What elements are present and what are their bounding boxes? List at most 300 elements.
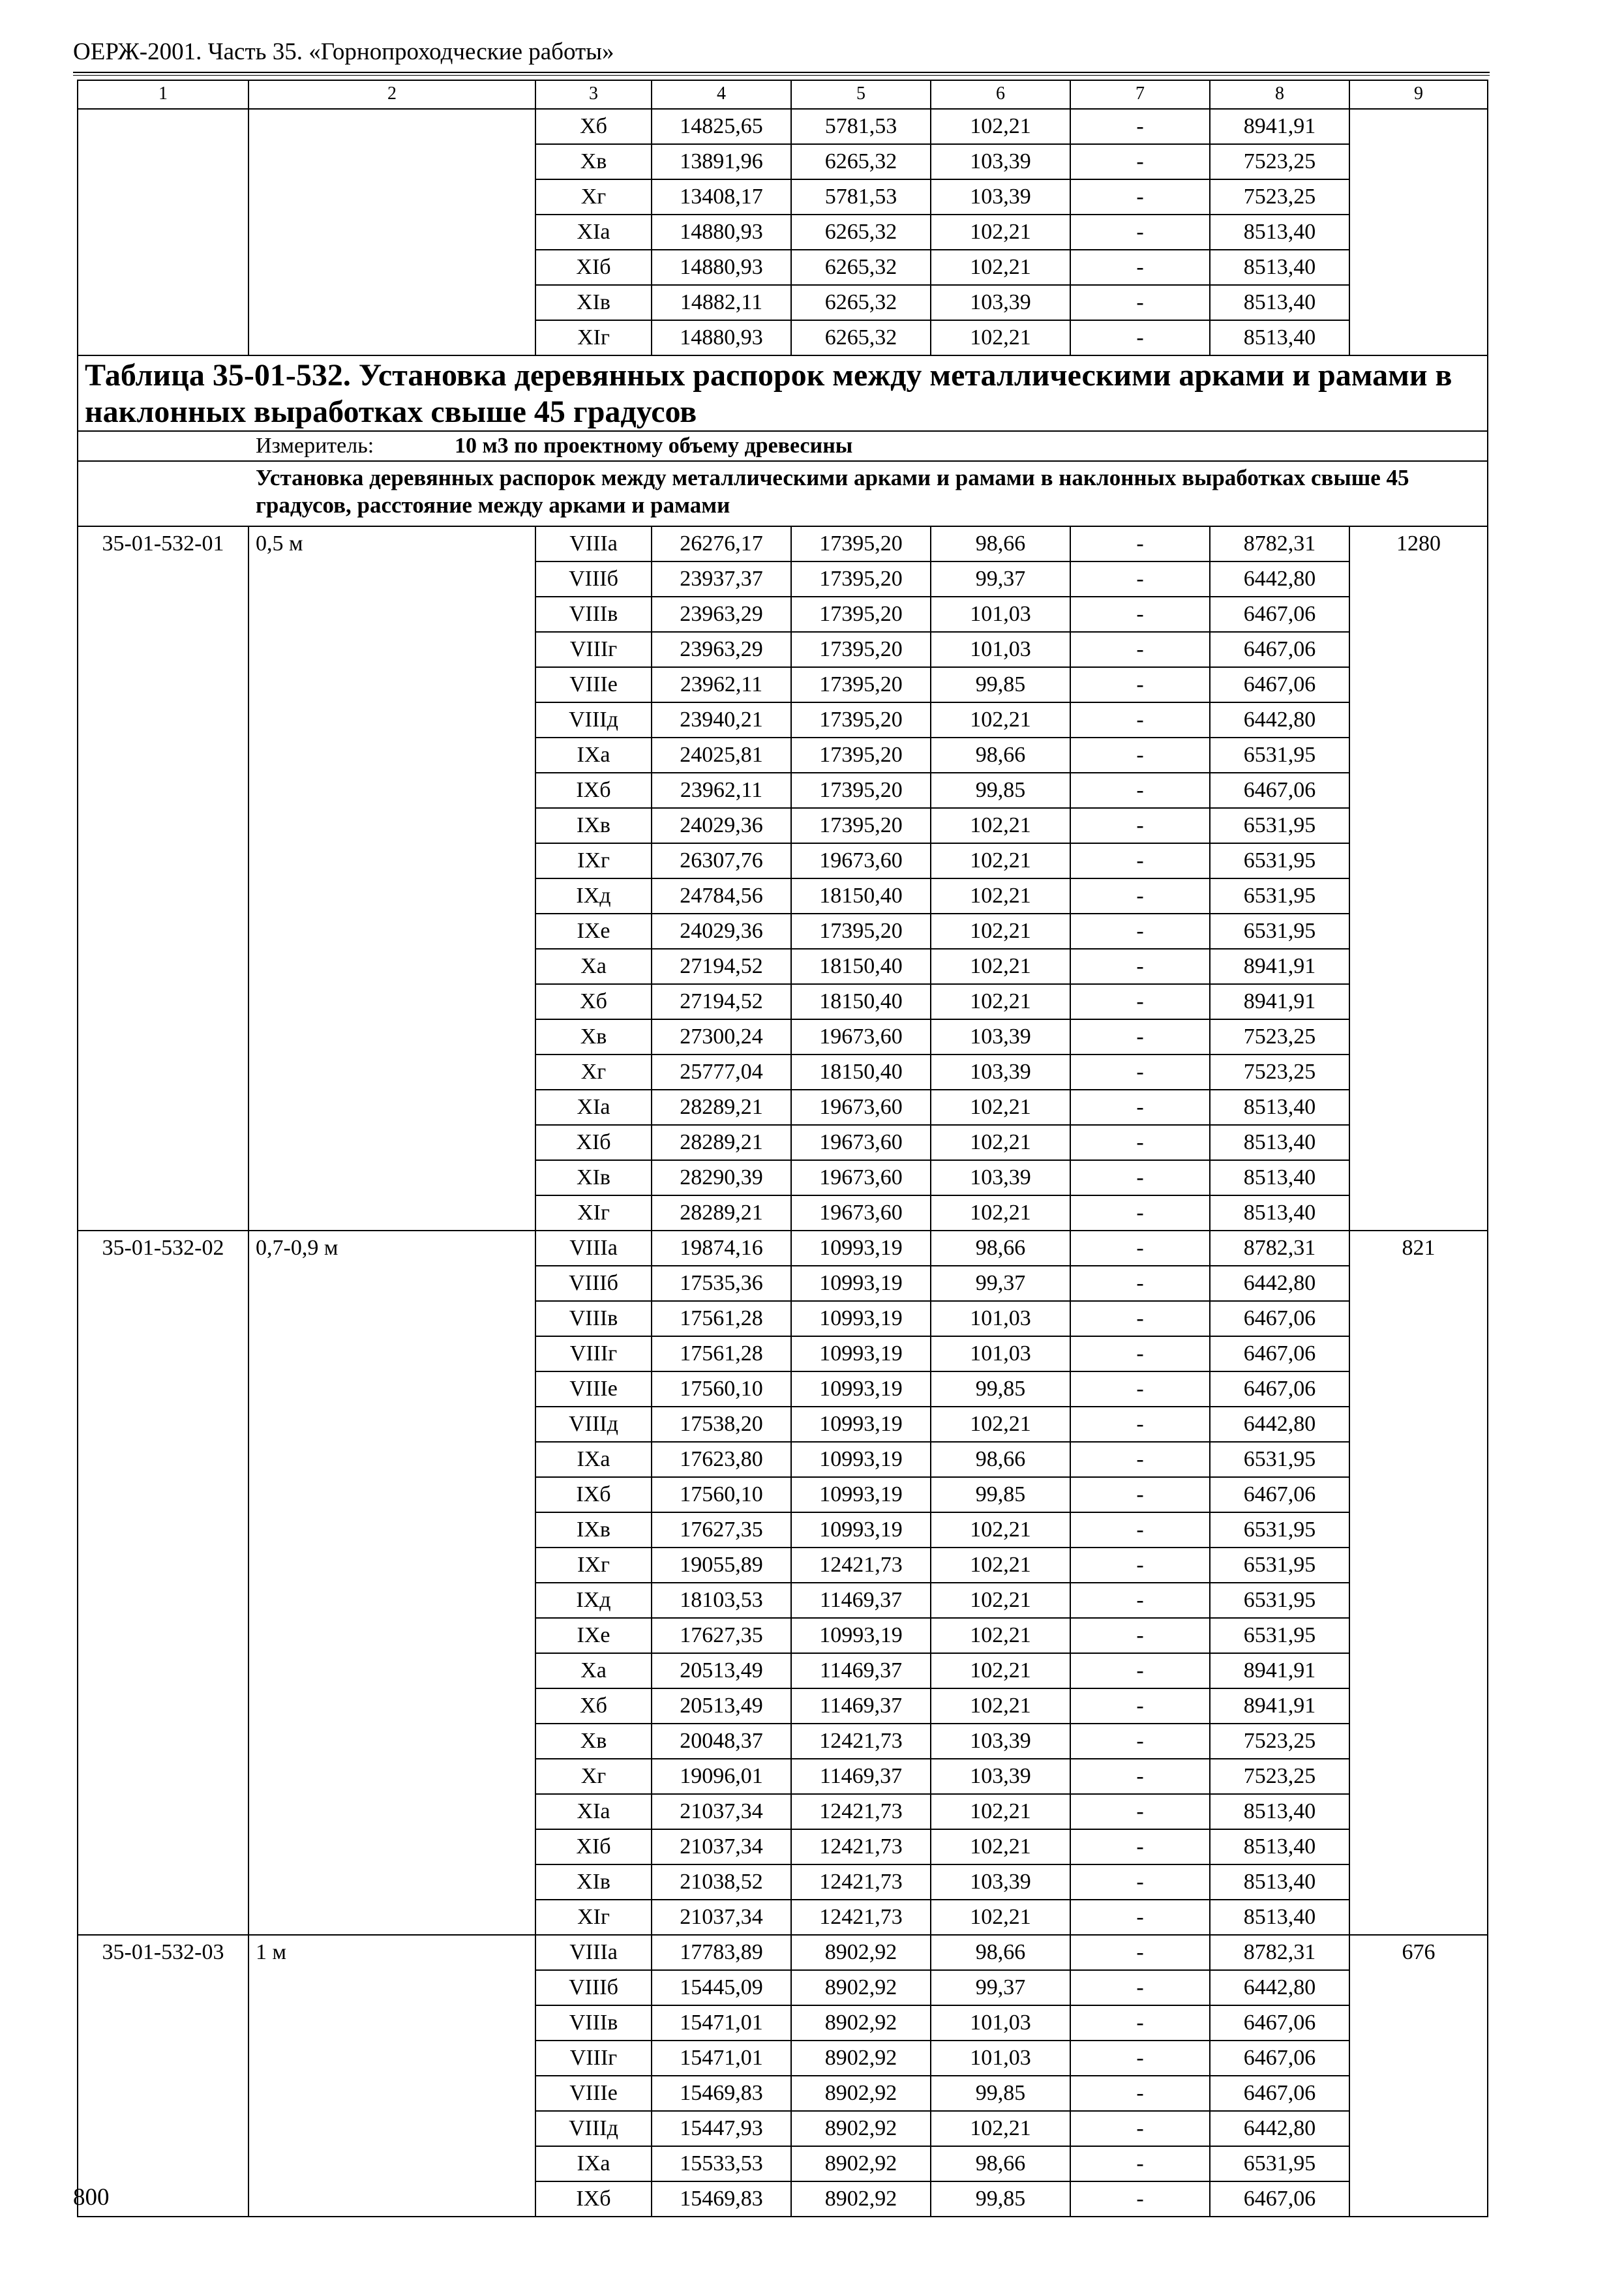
category-cell: IXб	[535, 773, 652, 808]
driver-wages-cell: -	[1070, 1970, 1210, 2005]
category-cell: Xа	[535, 949, 652, 984]
wages-cell: 17395,20	[791, 597, 931, 632]
driver-wages-cell: -	[1070, 773, 1210, 808]
wages-cell: 17395,20	[791, 914, 931, 949]
driver-wages-cell: -	[1070, 1371, 1210, 1407]
direct-cost-cell: 26307,76	[652, 843, 791, 878]
machine-cost-cell: 99,85	[931, 773, 1070, 808]
machine-cost-cell: 103,39	[931, 1864, 1070, 1900]
driver-wages-cell: -	[1070, 526, 1210, 561]
wages-cell: 12421,73	[791, 1829, 931, 1864]
materials-cost-cell: 6442,80	[1210, 1970, 1349, 2005]
table-row	[78, 526, 1488, 561]
code-cell	[78, 109, 248, 355]
wages-cell: 17395,20	[791, 561, 931, 597]
materials-cost-cell: 8941,91	[1210, 984, 1349, 1019]
direct-cost-cell: 14880,93	[652, 320, 791, 355]
wages-cell: 5781,53	[791, 179, 931, 215]
wages-cell: 10993,19	[791, 1231, 931, 1266]
category-cell: XIг	[535, 1195, 652, 1231]
machine-cost-cell: 102,21	[931, 1407, 1070, 1442]
direct-cost-cell: 19055,89	[652, 1548, 791, 1583]
direct-cost-cell: 23962,11	[652, 667, 791, 702]
table-row	[78, 1935, 1488, 1970]
machine-cost-cell: 102,21	[931, 215, 1070, 250]
norm-cell: 821	[1349, 1231, 1488, 1935]
materials-cost-cell: 8513,40	[1210, 1864, 1349, 1900]
column-number: 3	[535, 80, 652, 109]
page-number: 800	[73, 2184, 110, 2211]
machine-cost-cell: 102,21	[931, 1618, 1070, 1653]
machine-cost-cell: 101,03	[931, 1336, 1070, 1371]
materials-cost-cell: 8513,40	[1210, 1125, 1349, 1160]
measure-cell	[78, 431, 1488, 461]
category-cell: Xв	[535, 144, 652, 179]
materials-cost-cell: 6531,95	[1210, 1583, 1349, 1618]
category-cell: Xг	[535, 1055, 652, 1090]
direct-cost-cell: 17627,35	[652, 1512, 791, 1548]
driver-wages-cell: -	[1070, 1583, 1210, 1618]
materials-cost-cell: 8513,40	[1210, 1195, 1349, 1231]
category-cell: XIб	[535, 1829, 652, 1864]
machine-cost-cell: 99,37	[931, 1970, 1070, 2005]
wages-cell: 12421,73	[791, 1794, 931, 1829]
materials-cost-cell: 6442,80	[1210, 561, 1349, 597]
machine-cost-cell: 98,66	[931, 1935, 1070, 1970]
direct-cost-cell: 23937,37	[652, 561, 791, 597]
norm-cell	[1349, 109, 1488, 355]
machine-cost-cell: 102,21	[931, 320, 1070, 355]
direct-cost-cell: 26276,17	[652, 526, 791, 561]
category-cell: XIб	[535, 250, 652, 285]
wages-cell: 10993,19	[791, 1512, 931, 1548]
wages-cell: 8902,92	[791, 1970, 931, 2005]
wages-cell: 11469,37	[791, 1583, 931, 1618]
direct-cost-cell: 28289,21	[652, 1195, 791, 1231]
column-number: 8	[1210, 80, 1349, 109]
group-title: Установка деревянных распорок между металлическими арками и рамами в наклонных выработках свыше 45 градусов, расстояние между арками и рамами	[78, 461, 1488, 526]
category-cell: VIIIд	[535, 702, 652, 738]
machine-cost-cell: 102,21	[931, 1090, 1070, 1125]
driver-wages-cell: -	[1070, 1618, 1210, 1653]
direct-cost-cell: 28289,21	[652, 1125, 791, 1160]
direct-cost-cell: 20513,49	[652, 1653, 791, 1688]
category-cell: XIв	[535, 1864, 652, 1900]
driver-wages-cell: -	[1070, 1829, 1210, 1864]
direct-cost-cell: 23963,29	[652, 597, 791, 632]
wages-cell: 8902,92	[791, 2146, 931, 2181]
direct-cost-cell: 14825,65	[652, 109, 791, 144]
category-cell: VIIIа	[535, 1231, 652, 1266]
column-number: 5	[791, 80, 931, 109]
category-cell: IXе	[535, 914, 652, 949]
wages-cell: 10993,19	[791, 1407, 931, 1442]
materials-cost-cell: 7523,25	[1210, 144, 1349, 179]
wages-cell: 8902,92	[791, 2181, 931, 2217]
rate-name: 0,5 м	[248, 526, 535, 1231]
direct-cost-cell: 24029,36	[652, 808, 791, 843]
norm-cell: 676	[1349, 1935, 1488, 2217]
wages-cell: 17395,20	[791, 773, 931, 808]
machine-cost-cell: 102,21	[931, 250, 1070, 285]
direct-cost-cell: 23962,11	[652, 773, 791, 808]
materials-cost-cell: 8941,91	[1210, 949, 1349, 984]
materials-cost-cell: 6531,95	[1210, 1548, 1349, 1583]
rate-code: 35-01-532-02	[78, 1231, 248, 1935]
direct-cost-cell: 21038,52	[652, 1864, 791, 1900]
driver-wages-cell: -	[1070, 808, 1210, 843]
driver-wages-cell: -	[1070, 2146, 1210, 2181]
wages-cell: 19673,60	[791, 1195, 931, 1231]
driver-wages-cell: -	[1070, 597, 1210, 632]
category-cell: XIг	[535, 320, 652, 355]
materials-cost-cell: 8782,31	[1210, 526, 1349, 561]
category-cell: VIIIв	[535, 2005, 652, 2041]
driver-wages-cell: -	[1070, 1935, 1210, 1970]
direct-cost-cell: 15471,01	[652, 2041, 791, 2076]
materials-cost-cell: 8941,91	[1210, 1653, 1349, 1688]
machine-cost-cell: 98,66	[931, 738, 1070, 773]
driver-wages-cell: -	[1070, 949, 1210, 984]
direct-cost-cell: 23963,29	[652, 632, 791, 667]
materials-cost-cell: 8513,40	[1210, 250, 1349, 285]
category-cell: VIIIб	[535, 561, 652, 597]
driver-wages-cell: -	[1070, 1477, 1210, 1512]
rate-name: 0,7-0,9 м	[248, 1231, 535, 1935]
wages-cell: 11469,37	[791, 1688, 931, 1724]
materials-cost-cell: 7523,25	[1210, 1055, 1349, 1090]
wages-cell: 10993,19	[791, 1477, 931, 1512]
header-rule	[73, 72, 1490, 73]
driver-wages-cell: -	[1070, 144, 1210, 179]
direct-cost-cell: 18103,53	[652, 1583, 791, 1618]
category-cell: Xб	[535, 1688, 652, 1724]
wages-cell: 6265,32	[791, 320, 931, 355]
direct-cost-cell: 27300,24	[652, 1019, 791, 1055]
wages-cell: 18150,40	[791, 878, 931, 914]
direct-cost-cell: 14882,11	[652, 285, 791, 320]
machine-cost-cell: 99,85	[931, 2181, 1070, 2217]
direct-cost-cell: 14880,93	[652, 215, 791, 250]
direct-cost-cell: 21037,34	[652, 1829, 791, 1864]
machine-cost-cell: 102,21	[931, 1195, 1070, 1231]
category-cell: IXа	[535, 1442, 652, 1477]
category-cell: IXв	[535, 808, 652, 843]
machine-cost-cell: 103,39	[931, 1019, 1070, 1055]
materials-cost-cell: 6531,95	[1210, 843, 1349, 878]
machine-cost-cell: 102,21	[931, 702, 1070, 738]
wages-cell: 8902,92	[791, 1935, 931, 1970]
wages-cell: 5781,53	[791, 109, 931, 144]
driver-wages-cell: -	[1070, 1653, 1210, 1688]
machine-cost-cell: 102,21	[931, 878, 1070, 914]
wages-cell: 6265,32	[791, 285, 931, 320]
machine-cost-cell: 101,03	[931, 597, 1070, 632]
wages-cell: 19673,60	[791, 843, 931, 878]
materials-cost-cell: 7523,25	[1210, 1019, 1349, 1055]
category-cell: VIIIг	[535, 2041, 652, 2076]
materials-cost-cell: 6442,80	[1210, 702, 1349, 738]
wages-cell: 17395,20	[791, 632, 931, 667]
header-rule-thin	[73, 75, 1490, 76]
machine-cost-cell: 99,85	[931, 667, 1070, 702]
category-cell: Xв	[535, 1019, 652, 1055]
driver-wages-cell: -	[1070, 1548, 1210, 1583]
materials-cost-cell: 8513,40	[1210, 1794, 1349, 1829]
wages-cell: 10993,19	[791, 1336, 931, 1371]
direct-cost-cell: 15469,83	[652, 2181, 791, 2217]
machine-cost-cell: 102,21	[931, 1512, 1070, 1548]
category-cell: Xг	[535, 1759, 652, 1794]
machine-cost-cell: 102,21	[931, 1125, 1070, 1160]
direct-cost-cell: 17535,36	[652, 1266, 791, 1301]
driver-wages-cell: -	[1070, 1688, 1210, 1724]
wages-cell: 18150,40	[791, 949, 931, 984]
direct-cost-cell: 24029,36	[652, 914, 791, 949]
column-number-row	[78, 80, 1488, 109]
materials-cost-cell: 6467,06	[1210, 1336, 1349, 1371]
materials-cost-cell: 6442,80	[1210, 1266, 1349, 1301]
category-cell: XIа	[535, 215, 652, 250]
machine-cost-cell: 99,37	[931, 561, 1070, 597]
direct-cost-cell: 19874,16	[652, 1231, 791, 1266]
direct-cost-cell: 21037,34	[652, 1900, 791, 1935]
machine-cost-cell: 101,03	[931, 632, 1070, 667]
table-row	[78, 1231, 1488, 1266]
direct-cost-cell: 21037,34	[652, 1794, 791, 1829]
measure-label: Измеритель:	[256, 434, 374, 458]
category-cell: XIа	[535, 1794, 652, 1829]
driver-wages-cell: -	[1070, 1794, 1210, 1829]
driver-wages-cell: -	[1070, 702, 1210, 738]
category-cell: IXб	[535, 2181, 652, 2217]
machine-cost-cell: 102,21	[931, 1583, 1070, 1618]
driver-wages-cell: -	[1070, 1055, 1210, 1090]
materials-cost-cell: 6442,80	[1210, 2111, 1349, 2146]
materials-cost-cell: 8782,31	[1210, 1935, 1349, 1970]
measure-row	[78, 431, 1488, 461]
table-body	[78, 80, 1488, 2217]
materials-cost-cell: 7523,25	[1210, 1759, 1349, 1794]
machine-cost-cell: 103,39	[931, 179, 1070, 215]
wages-cell: 10993,19	[791, 1371, 931, 1407]
wages-cell: 17395,20	[791, 808, 931, 843]
machine-cost-cell: 99,85	[931, 1477, 1070, 1512]
direct-cost-cell: 15469,83	[652, 2076, 791, 2111]
driver-wages-cell: -	[1070, 2076, 1210, 2111]
materials-cost-cell: 6442,80	[1210, 1407, 1349, 1442]
direct-cost-cell: 14880,93	[652, 250, 791, 285]
category-cell: Xв	[535, 1724, 652, 1759]
direct-cost-cell: 24025,81	[652, 738, 791, 773]
materials-cost-cell: 8513,40	[1210, 1829, 1349, 1864]
category-cell: XIа	[535, 1090, 652, 1125]
driver-wages-cell: -	[1070, 984, 1210, 1019]
direct-cost-cell: 15445,09	[652, 1970, 791, 2005]
materials-cost-cell: 8513,40	[1210, 285, 1349, 320]
rate-name: 1 м	[248, 1935, 535, 2217]
direct-cost-cell: 23940,21	[652, 702, 791, 738]
driver-wages-cell: -	[1070, 1336, 1210, 1371]
machine-cost-cell: 103,39	[931, 1160, 1070, 1195]
category-cell: VIIIб	[535, 1266, 652, 1301]
materials-cost-cell: 6467,06	[1210, 667, 1349, 702]
machine-cost-cell: 102,21	[931, 1829, 1070, 1864]
machine-cost-cell: 102,21	[931, 1548, 1070, 1583]
category-cell: VIIIе	[535, 2076, 652, 2111]
driver-wages-cell: -	[1070, 1160, 1210, 1195]
materials-cost-cell: 6531,95	[1210, 914, 1349, 949]
wages-cell: 18150,40	[791, 984, 931, 1019]
machine-cost-cell: 103,39	[931, 1724, 1070, 1759]
category-cell: IXв	[535, 1512, 652, 1548]
norm-cell: 1280	[1349, 526, 1488, 1231]
driver-wages-cell: -	[1070, 632, 1210, 667]
wages-cell: 12421,73	[791, 1864, 931, 1900]
direct-cost-cell: 15447,93	[652, 2111, 791, 2146]
table-title: Таблица 35-01-532. Установка деревянных распорок между металлическими арками и рамами в наклонных выработках свыше 45 градусов	[78, 355, 1488, 431]
wages-cell: 19673,60	[791, 1090, 931, 1125]
driver-wages-cell: -	[1070, 843, 1210, 878]
wages-cell: 17395,20	[791, 667, 931, 702]
column-number: 4	[652, 80, 791, 109]
machine-cost-cell: 101,03	[931, 2005, 1070, 2041]
direct-cost-cell: 17783,89	[652, 1935, 791, 1970]
materials-cost-cell: 6467,06	[1210, 2005, 1349, 2041]
machine-cost-cell: 102,21	[931, 949, 1070, 984]
wages-cell: 17395,20	[791, 702, 931, 738]
direct-cost-cell: 13408,17	[652, 179, 791, 215]
materials-cost-cell: 6531,95	[1210, 878, 1349, 914]
direct-cost-cell: 17538,20	[652, 1407, 791, 1442]
measure-value: 10 м3 по проектному объему древесины	[455, 434, 853, 458]
column-number: 1	[78, 80, 248, 109]
category-cell: VIIIа	[535, 1935, 652, 1970]
wages-cell: 10993,19	[791, 1266, 931, 1301]
direct-cost-cell: 25777,04	[652, 1055, 791, 1090]
direct-cost-cell: 27194,52	[652, 949, 791, 984]
materials-cost-cell: 7523,25	[1210, 1724, 1349, 1759]
machine-cost-cell: 99,85	[931, 1371, 1070, 1407]
driver-wages-cell: -	[1070, 1090, 1210, 1125]
category-cell: VIIIв	[535, 1301, 652, 1336]
category-cell: IXа	[535, 2146, 652, 2181]
materials-cost-cell: 6531,95	[1210, 2146, 1349, 2181]
machine-cost-cell: 102,21	[931, 1653, 1070, 1688]
direct-cost-cell: 17560,10	[652, 1371, 791, 1407]
wages-cell: 6265,32	[791, 250, 931, 285]
column-number: 7	[1070, 80, 1210, 109]
direct-cost-cell: 28289,21	[652, 1090, 791, 1125]
machine-cost-cell: 103,39	[931, 1759, 1070, 1794]
rates-table	[77, 80, 1488, 2217]
wages-cell: 8902,92	[791, 2041, 931, 2076]
direct-cost-cell: 15471,01	[652, 2005, 791, 2041]
column-number: 9	[1349, 80, 1488, 109]
column-number: 6	[931, 80, 1070, 109]
materials-cost-cell: 6531,95	[1210, 1512, 1349, 1548]
driver-wages-cell: -	[1070, 179, 1210, 215]
driver-wages-cell: -	[1070, 1125, 1210, 1160]
materials-cost-cell: 8941,91	[1210, 1688, 1349, 1724]
category-cell: IXд	[535, 1583, 652, 1618]
wages-cell: 11469,37	[791, 1653, 931, 1688]
machine-cost-cell: 102,21	[931, 843, 1070, 878]
driver-wages-cell: -	[1070, 1266, 1210, 1301]
direct-cost-cell: 17623,80	[652, 1442, 791, 1477]
machine-cost-cell: 98,66	[931, 1231, 1070, 1266]
machine-cost-cell: 98,66	[931, 526, 1070, 561]
materials-cost-cell: 8782,31	[1210, 1231, 1349, 1266]
materials-cost-cell: 6531,95	[1210, 1442, 1349, 1477]
driver-wages-cell: -	[1070, 1195, 1210, 1231]
materials-cost-cell: 6467,06	[1210, 1371, 1349, 1407]
machine-cost-cell: 102,21	[931, 808, 1070, 843]
category-cell: XIв	[535, 285, 652, 320]
wages-cell: 8902,92	[791, 2111, 931, 2146]
machine-cost-cell: 102,21	[931, 984, 1070, 1019]
wages-cell: 19673,60	[791, 1019, 931, 1055]
driver-wages-cell: -	[1070, 1019, 1210, 1055]
category-cell: Xб	[535, 984, 652, 1019]
driver-wages-cell: -	[1070, 667, 1210, 702]
machine-cost-cell: 102,21	[931, 1900, 1070, 1935]
category-cell: IXе	[535, 1618, 652, 1653]
direct-cost-cell: 28290,39	[652, 1160, 791, 1195]
driver-wages-cell: -	[1070, 1864, 1210, 1900]
driver-wages-cell: -	[1070, 2111, 1210, 2146]
materials-cost-cell: 6531,95	[1210, 738, 1349, 773]
direct-cost-cell: 19096,01	[652, 1759, 791, 1794]
machine-cost-cell: 99,37	[931, 1266, 1070, 1301]
category-cell: VIIIд	[535, 2111, 652, 2146]
driver-wages-cell: -	[1070, 1900, 1210, 1935]
machine-cost-cell: 98,66	[931, 2146, 1070, 2181]
column-number: 2	[248, 80, 535, 109]
wages-cell: 10993,19	[791, 1618, 931, 1653]
name-cell	[248, 109, 535, 355]
wages-cell: 6265,32	[791, 144, 931, 179]
driver-wages-cell: -	[1070, 878, 1210, 914]
materials-cost-cell: 6467,06	[1210, 773, 1349, 808]
wages-cell: 6265,32	[791, 215, 931, 250]
driver-wages-cell: -	[1070, 250, 1210, 285]
direct-cost-cell: 20513,49	[652, 1688, 791, 1724]
driver-wages-cell: -	[1070, 1512, 1210, 1548]
category-cell: IXа	[535, 738, 652, 773]
category-cell: IXд	[535, 878, 652, 914]
machine-cost-cell: 102,21	[931, 109, 1070, 144]
wages-cell: 19673,60	[791, 1125, 931, 1160]
category-cell: XIв	[535, 1160, 652, 1195]
driver-wages-cell: -	[1070, 285, 1210, 320]
materials-cost-cell: 6467,06	[1210, 597, 1349, 632]
rate-code: 35-01-532-03	[78, 1935, 248, 2217]
direct-cost-cell: 20048,37	[652, 1724, 791, 1759]
materials-cost-cell: 6531,95	[1210, 808, 1349, 843]
driver-wages-cell: -	[1070, 1301, 1210, 1336]
category-cell: Xг	[535, 179, 652, 215]
category-cell: IXг	[535, 843, 652, 878]
wages-cell: 8902,92	[791, 2005, 931, 2041]
machine-cost-cell: 102,21	[931, 2111, 1070, 2146]
category-cell: VIIIб	[535, 1970, 652, 2005]
category-cell: VIIIе	[535, 1371, 652, 1407]
direct-cost-cell: 17627,35	[652, 1618, 791, 1653]
group-title-row	[78, 461, 1488, 526]
wages-cell: 19673,60	[791, 1160, 931, 1195]
direct-cost-cell: 17560,10	[652, 1477, 791, 1512]
